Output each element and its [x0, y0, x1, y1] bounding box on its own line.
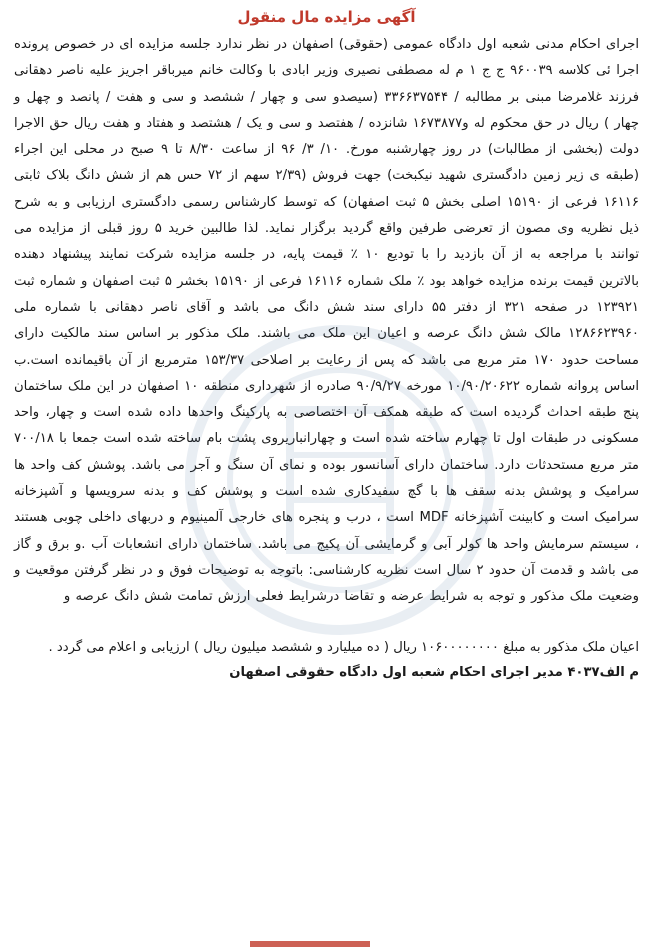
- cut-off-stamp-fragment: [250, 941, 370, 947]
- notice-title: آگهی مزایده مال منقول: [237, 8, 416, 26]
- notice-signature: م الف۴۰۳۷ مدیر اجرای احکام شعبه اول دادگاه حقوقی اصفهان: [229, 664, 639, 680]
- section-gap: [14, 615, 639, 629]
- notice-body: اجرای احکام مدنی شعبه اول دادگاه عمومی (حقوقی) اصفهان در نظر ندارد جلسه مزایده ای در خصوص پرونده اجرا ئی کلاسه ۹۶۰۰۳۹ ج ج ۱ م له مصطفی نصیری وزیر ابادی با وکالت خانم میرباقر اجریز علیه ناصر دهقانی فرزند غلامرضا مبنی بر مطالبه / ۳۳۶۶۳۷۵۴۴ (سیصدو سی و چهار / ششصد و سی و هفت / پانصد و چهل و چهار ) ریال در حق محکوم له و۱۶۷۳۸۷۷ شانزده / هفتصد و سی و یک / هشتصد و هفتاد و هفت ریال حق الاجرا دولت (بخشی از مطالبات) در روز چهارشنبه مورخ. ۱۰/ ۳/ ۹۶ از ساعت ۸/۳۰ تا ۹ صبح در محلی این اجراء (طبقه ی زیر زمین دادگستری شهید نیکبخت) جهت فروش (۲/۳۹ سهم از ۷۲ حس هم از شش دانگ بلاک ثابتی ۱۶۱۱۶ فرعی از ۱۵۱۹۰ اصلی بخش ۵ ثبت اصفهان) که توسط کارشناس رسمی دادگستری ارزیابی و به شرح ذیل نظریه وی مصون از تعرضی طرفین واقع گردید برگزار نماید. لذا طالبین خرید ۵ روز قبلی از مزایده می توانند با مراجعه به از آن بازدید را با تودیع ۱۰ ٪ قیمت پایه، در جلسه مزایده شرکت نمایند پیشنهاد دهنده بالاترین قیمت برنده مزایده خواهد بود ٪ ملک شماره ۱۶۱۱۶ فرعی از ۱۵۱۹۰ بخشر ۵ ثبت اصفهان و شماره ثبت ۱۲۳۹۲۱ در صفحه ۳۲۱ از دفتر ۵۵ دارای سند شش دانگ می باشد و آقای ناصر دهقانی با شماره ملی ۱۲۸۶۶۲۳۹۶۰ مالک شش دانگ عرصه و اعیان این ملک می باشند. ملک مذکور بر اساس سند مالکیت دارای مساحت حدود ۱۷۰ متر مربع می باشد که پس از رعایت بر اصلاحی ۱۵۳/۳۷ مترمربع از آن باقیمانده است.ب اساس پروانه شماره ۱۰/۹۰/۲۰۶۲۲ مورخه ۹۰/۹/۲۷ صادره از شهرداری منطقه ۱۰ اصفهان در این ملک ساختمان پنج طبقه احداث گردیده است که طبقه همکف آن اختصاصی به پارکینگ واحدها داده شده است و چهار، واحد مسکونی در طبقات اول تا چهارم ساخته شده است و چهارانباریروی پشت بام ساخته شده است جمعا با ۷۰۰/۱۸ متر مربع مستحدثات دارد. ساختمان دارای آسانسور بوده و نمای آن سنگ و آجر می باشد. پوشش کف واحد ها سرامیک و پوشش بدنه سقف ها با گچ سفیدکاری شده است و پوشش کف و بدنه سرویسها و آشپزخانه سرامیک است و کابینت آشپزخانه MDF است ، درب و پنجره های خارجی آلمینیوم و دربهای داخلی چوبی هستند ، سیستم سرمایش واحد ها کولر آبی و گرمایشی آن پکیج می باشد. ساختمان دارای انشعابات آب .و برق و گاز می باشد و قدمت آن حدود ۲ سال است نظریه کارشناسی: باتوجه به توضیحات فوق و در نظر گرفتن موقعیت و وضعیت ملک مذکور و توجه به شرایط عرضه و تقاضا درشرایط فعلی ارزش تمامت شش دانگ عرصه و: [14, 37, 640, 605]
- notice-footer: اعیان ملک مذکور به مبلغ ۱۰۶۰۰۰۰۰۰۰۰ ریال ( ده میلیارد و ششصد میلیون ریال ) ارزیابی و اعلام می گردد .: [48, 639, 639, 655]
